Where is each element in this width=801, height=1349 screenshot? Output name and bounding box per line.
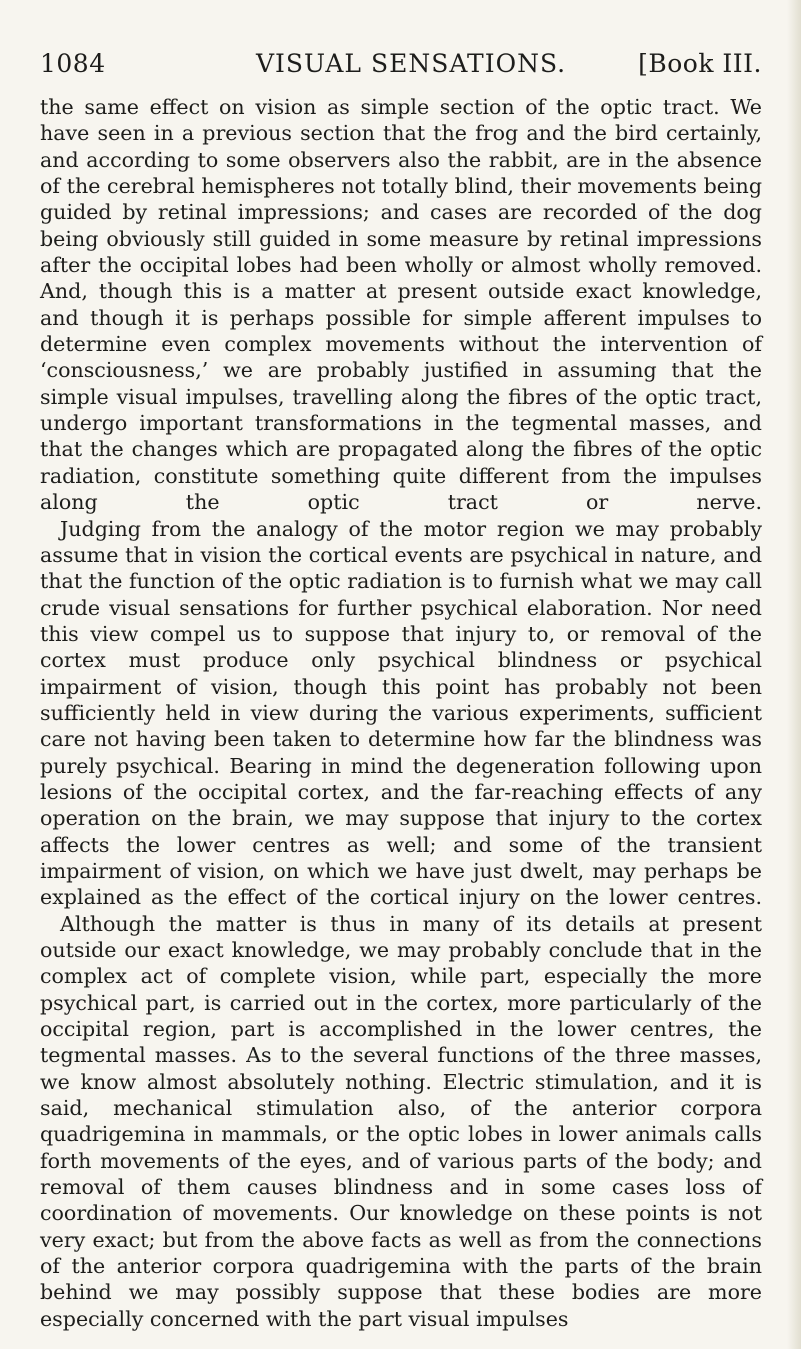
running-head [40, 44, 762, 84]
paragraph-3: Although the matter is thus in many of its details at present outside our exact knowledge, we may probably conclude that in the complex act of complete vision, while part, especially the more psychical part, is carried out in the cortex, more particularly of the occipital region, part is accomplished in the lower centres, the tegmental masses. As to the several functions of the three masses, we know almost absolutely nothing. Electric stimulation, and it is said, mechanical stimulation also, of the anterior corpora quadrigemina in mammals, or the optic lobes in lower animals calls forth movements of the eyes, and of various parts of the body; and removal of them causes blindness and in some cases loss of coordination of movements. Our knowledge on these points is not very exact; but from the above facts as well as from the connections of the anterior corpora quadrigemina with the parts of the brain behind we may possibly suppose that these bodies are more especially concerned with the part visual impulses [40, 911, 762, 1331]
book-reference: [Book III. [638, 49, 762, 78]
body-text [40, 94, 762, 1332]
running-title: VISUAL SENSATIONS. [256, 49, 567, 78]
page-number: 1084 [40, 49, 106, 78]
paragraph-2: Judging from the analogy of the motor region we may probably assume that in vision the cortical events are psychical in nature, and that the function of the optic radiation is to furnish what we may call crude visual sensations for further psychical elaboration. Nor need this view compel us to suppose that injury to, or removal of the cortex must produce only psychical blindness or psychical impairment of vision, though this point has probably not been sufficiently held in view during the various experiments, sufficient care not having been taken to determine how far the blindness was purely psychical. Bearing in mind the degeneration following upon lesions of the occipital cortex, and the far-reaching effects of any operation on the brain, we may suppose that injury to the cortex affects the lower centres as well; and some of the transient impairment of vision, on which we have just dwelt, may perhaps be explained as the effect of the cortical injury on the lower centres. [40, 516, 762, 910]
paragraph-1: the same effect on vision as simple section of the optic tract. We have seen in a previous section that the frog and the bird certainly, and according to some observers also the rabbit, are in the absence of the cerebral hemispheres not totally blind, their movements being guided by retinal impressions; and cases are recorded of the dog being obviously still guided in some measure by retinal impressions after the occipital lobes had been wholly or almost wholly removed. And, though this is a matter at present outside exact knowledge, and though it is perhaps possible for simple afferent impulses to determine even complex movements without the intervention of ‘consciousness,’ we are probably justified in assuming that the simple visual impulses, travelling along the fibres of the optic tract, undergo important transformations in the tegmental masses, and that the changes which are propagated along the fibres of the optic radiation, constitute something quite different from the impulses along the optic tract or nerve. [40, 95, 762, 515]
page-edge-shadow [787, 0, 801, 1349]
